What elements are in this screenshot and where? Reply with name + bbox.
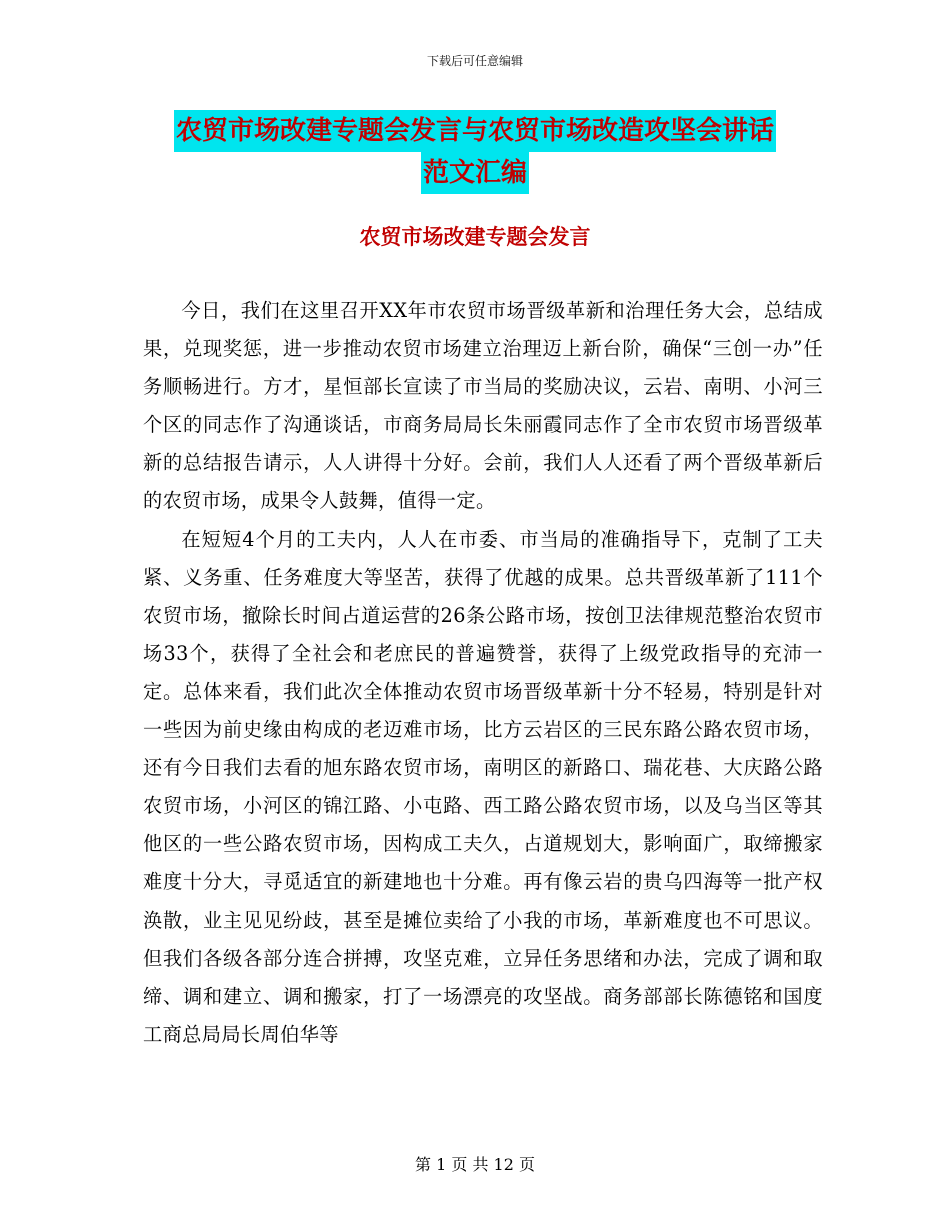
document-title <box>0 110 950 194</box>
section-title: 农贸市场改建专题会发言 <box>359 224 591 249</box>
body-text <box>143 292 823 1054</box>
paragraph: 在短短4个月的工夫内，人人在市委、市当局的准确指导下，克制了工夫紧、义务重、任务难度大等坚苦，获得了优越的成果。总共晋级革新了111个农贸市场，撤除长时间占道运营的26条公路市场，按创卫法律规范整治农贸市场33个，获得了全社会和老庶民的普遍赞誉，获得了上级党政指导的充沛一定。总体来看，我们此次全体推动农贸市场晋级革新十分不轻易，特别是针对一些因为前史缘由构成的老迈难市场，比方云岩区的三民东路公路农贸市场，还有今日我们去看的旭东路农贸市场，南明区的新路口、瑞花巷、大庆路公路农贸市场，小河区的锦江路、小屯路、西工路公路农贸市场，以及乌当区等其他区的一些公路农贸市场，因构成工夫久，占道规划大，影响面广，取缔搬家难度十分大，寻觅适宜的新建地也十分难。再有像云岩的贵乌四海等一批产权涣散，业主见见纷歧，甚至是摊位卖给了小我的市场，革新难度也不可思议。但我们各级各部分连合拼搏，攻坚克难，立异任务思绪和办法，完成了调和取缔、调和建立、调和搬家，打了一场漂亮的攻坚战。商务部部长陈德铭和国度工商总局局长周伯华等 <box>143 527 823 1046</box>
title-line-1: 农贸市场改建专题会发言与农贸市场改造攻坚会讲话 <box>174 110 776 152</box>
page-number-footer: 第 1 页 共 12 页 <box>415 1155 535 1174</box>
title-line-2: 范文汇编 <box>421 152 529 194</box>
paragraph: 今日，我们在这里召开XX年市农贸市场晋级革新和治理任务大会，总结成果，兑现奖惩，进一步推动农贸市场建立治理迈上新台阶，确保“三创一办”任务顺畅进行。方才，星恒部长宣读了市当局的奖励决议，云岩、南明、小河三个区的同志作了沟通谈话，市商务局局长朱丽霞同志作了全市农贸市场晋级革新的总结报告请示，人人讲得十分好。会前，我们人人还看了两个晋级革新后的农贸市场，成果令人鼓舞，值得一定。 <box>143 299 823 513</box>
header-note: 下载后可任意编辑 <box>426 54 523 68</box>
